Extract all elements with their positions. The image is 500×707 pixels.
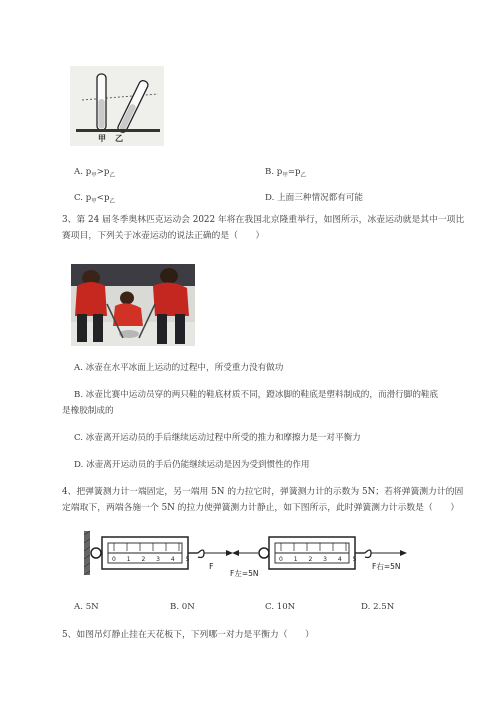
q3-option-d: D. 冰壶离开运动员的手后仍能继续运动是因为受到惯性的作用: [74, 460, 310, 470]
q3-stem: 3、第 24 届冬季奥林匹克运动会 2022 年将在我国北京隆重举行，如图所示，冰壶运动就是其中一项比 赛项目，下列关于冰壶运动的说法正确的是（ ）: [62, 215, 465, 241]
q4-option-b: B. 0N: [170, 602, 195, 612]
q4-option-a: A. 5N: [74, 602, 99, 612]
q4-option-c: C. 10N: [265, 602, 296, 612]
left-force-label: F: [209, 562, 214, 571]
tube-yi-label: 乙: [115, 134, 123, 143]
curling-photo-drawing: [71, 264, 195, 346]
right-scale-numbers: 0 1 2 3 4 5: [279, 556, 361, 563]
q4-option-d: D. 2.5N: [361, 602, 395, 612]
q5-stem: 5、如图吊灯静止挂在天花板下，下列哪一对力是平衡力（ ）: [62, 630, 314, 640]
q2-option-a: A. $p_甲>p_乙$: [74, 167, 115, 179]
test-tubes-drawing: [70, 66, 164, 146]
left-scale-numbers: 0 1 2 3 4 5: [112, 556, 194, 563]
q3-option-b: B. 冰壶比赛中运动员穿的两只鞋的鞋底材质不同，蹬冰脚的鞋底是塑料制成的，而滑行脚的鞋底: [74, 390, 439, 400]
left-pull-label: F左=5N: [230, 569, 259, 578]
test-tubes-figure: [70, 66, 164, 146]
q2-option-c: C. $p_甲<p_乙$: [74, 193, 116, 205]
q3-option-a: A. 冰壶在水平冰面上运动的过程中，所受重力没有做功: [74, 363, 284, 373]
spring-scale-figure: [84, 527, 424, 583]
curling-photo: [71, 264, 195, 346]
q3-option-b-cont: 是橡胶制成的: [62, 406, 114, 416]
tube-jia-label: 甲: [98, 134, 106, 143]
spring-scale-drawing: [84, 527, 424, 583]
q3-option-c: C. 冰壶离开运动员的手后继续运动过程中所受的推力和摩擦力是一对平衡力: [74, 433, 361, 443]
q2-option-b: B. $p_甲=p_乙$: [265, 167, 307, 179]
q4-stem: 4、把弹簧测力计一端固定，另一端用 5N 的力拉它时，弹簧测力计的示数为 5N；若将弹簧测力计的固 定端取下，两端各施一个 5N 的拉力使弹簧测力计静止，如下图所示，此时弹簧测力计示数是（ ）: [62, 487, 464, 513]
q2-option-d: D. 上面三种情况都有可能: [265, 193, 364, 203]
right-pull-label: F右=5N: [372, 562, 401, 571]
